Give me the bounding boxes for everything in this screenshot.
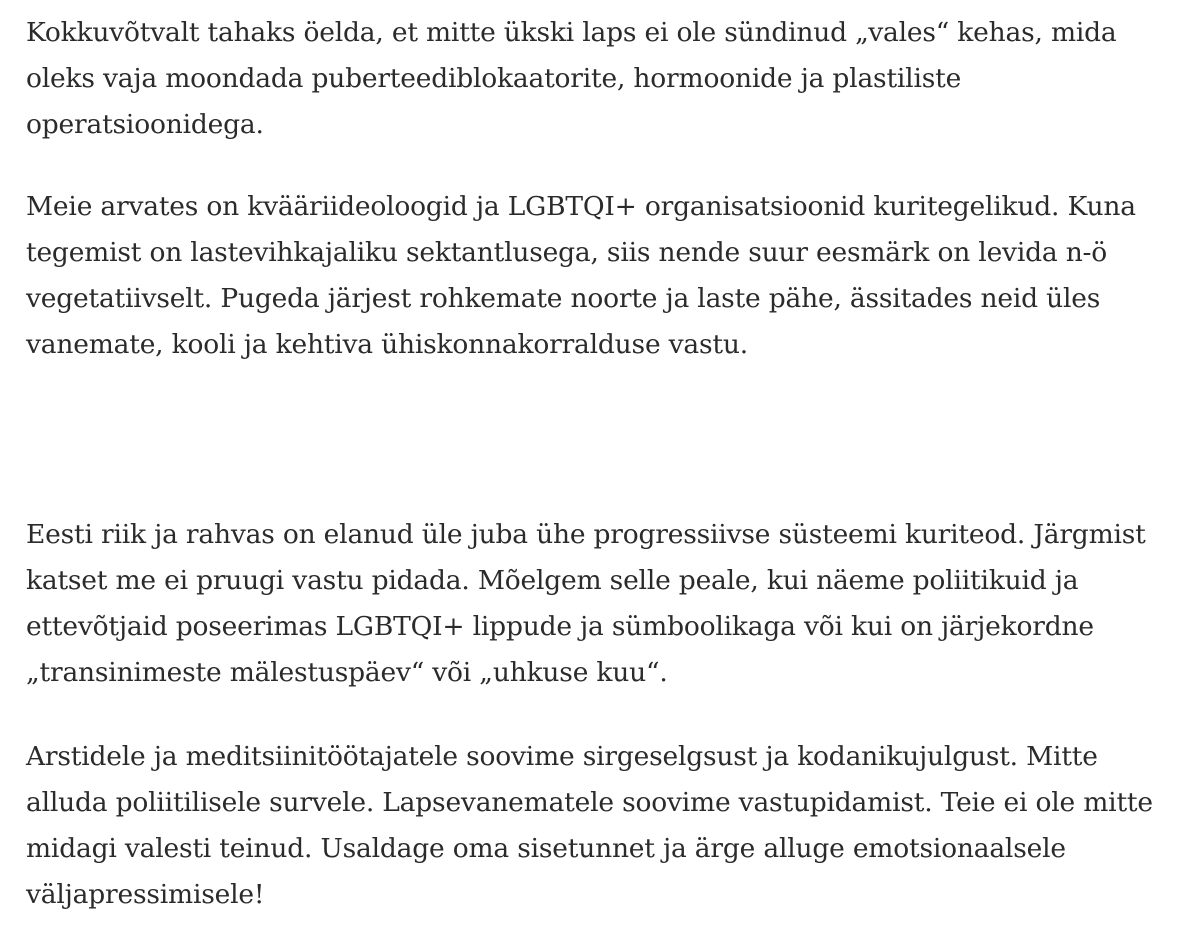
paragraph-estonia: Eesti riik ja rahvas on elanud üle juba ühe progressiivse süsteemi kuriteod. Järgmist katset me ei pruugi vastu pidada. Mõelgem selle peale, kui näeme poliitikuid ja ettevõtjaid poseerimas LGBTQI+ lippude ja sümboolikaga või kui on järjekordne „transinimeste mälestuspäev“ või „uhkuse kuu“.	[26, 519, 1146, 688]
paragraph-doctors-parents: Arstidele ja meditsiinitöötajatele soovime sirgeselgsust ja kodanikujulgust. Mitte alluda poliitilisele survele. Lapsevanematele soovime vastupidamist. Teie ei ole mitte midagi valesti teinud. Usaldage oma sisetunnet ja ärge alluge emotsionaalsele väljapressimisele!	[26, 741, 1153, 910]
paragraph-summary: Kokkuvõtvalt tahaks öelda, et mitte ükski laps ei ole sündinud „vales“ kehas, mida oleks vaja moondada puberteediblokaatorite, hormoonide ja plastiliste operatsioonidega.	[26, 17, 1117, 140]
paragraph-organisations: Meie arvates on kvääriideoloogid ja LGBTQI+ organisatsioonid kuritegelikud. Kuna tegemist on lastevihkajaliku sektantlusega, siis nende suur eesmärk on levida n-ö vegetatiivselt. Pugeda järjest rohkemate noorte ja laste pähe, ässitades neid üles vanemate, kooli ja kehtiva ühiskonnakorralduse vastu.	[26, 191, 1136, 360]
